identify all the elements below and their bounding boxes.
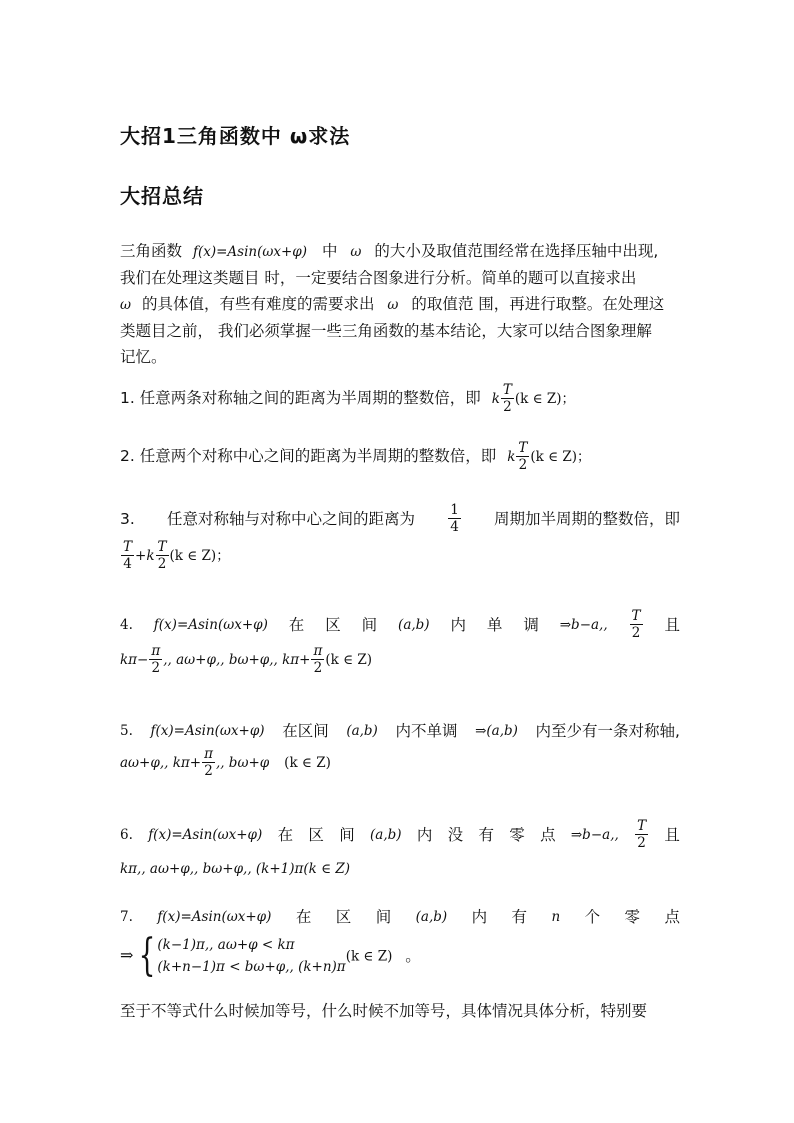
fraction: $\frac{\pi}{2}$ [151,643,161,676]
intro-line-5: 记忆。 [120,348,167,366]
fraction: $\frac{T}{2}$ [502,382,512,415]
list-item-1: 1. 任意两条对称轴之间的距离为半周期的整数倍，即 k $\frac{T}{2}$ (k ∈ Z)； [120,382,576,415]
fraction: $\frac{T}{2}$ [631,608,641,641]
case-system: (k−1)π,, aω+φ < kπ (k+n−1)π < bω+φ,, (k+n)π [157,937,346,975]
list-item-2: 2. 任意两个对称中心之间的距离为半周期的整数倍，即 k $\frac{T}{2}$ (k ∈ Z)； [120,440,591,473]
list-item-5: 5. f(x)=Asin(ωx+φ) 在区间 (a,b) 内不单调 ⇒(a,b) 内至少有一条对称轴, aω+φ,, kπ+ $\frac{\pi}{2}$ ,, bω+φ (k ∈ Z) [120,722,680,779]
intro-line-4: 类题目之前， 我们必须掌握一些三角函数的基本结论，大家可以结合图象理解 [120,322,652,340]
intro-line-3: ω 的具体值，有些有难度的需要求出 ω 的取值范 围，再进行取整。在处理这 [120,295,665,313]
left-brace: { [139,930,156,981]
formula: f(x)=Asin(ωx+φ) [192,244,308,260]
fraction: $\frac{T}{2}$ [637,818,647,851]
omega-symbol: ω [387,297,399,313]
list-item-3: 3. 任意对称轴与对称中心之间的距离为 $\frac{1}{4}$ 周期加半周期的整数倍，即 $\frac{T}{4}$ +k $\frac{T}{2}$ (k ∈ Z)； [120,502,680,572]
intro-line-1: 三角函数 f(x)=Asin(ωx+φ) 中 ω 的大小及取值范围经常在选择压轴中出现, [120,242,659,260]
list-item-7: 7. f(x)=Asin(ωx+φ) 在 区 间 (a,b) 内 有 n 个 零 点 ⇒ { (k−1)π,, aω+φ < kπ (k+n−1)π < bω+φ,, (k+n)π (k ∈ Z) 。 [120,908,680,981]
fraction: $\frac{1}{4}$ [450,502,459,535]
closing-line: 至于不等式什么时候加等号，什么时候不加等号，具体情况具体分析，特别要 [120,1002,648,1020]
page-title: 大招1三角函数中 ω求法 [120,124,351,148]
fraction: $\frac{\pi}{2}$ [313,643,323,676]
section-heading: 大招总结 [120,184,204,208]
intro-line-2: 我们在处理这类题目 时，一定要结合图象进行分析。简单的题可以直接求出 [120,269,637,287]
fraction: $\frac{\pi}{2}$ [204,746,213,779]
intro-paragraph [120,238,680,370]
list-item-6: 6. f(x)=Asin(ωx+φ) 在 区 间 (a,b) 内 没 有 零 点 ⇒b−a,, $\frac{T}{2}$ 且 kπ,, aω+φ,, bω+φ,, (k+1)π(k ∈ Z) [120,818,680,877]
fraction: $\frac{T}{2}$ [157,539,167,572]
omega-symbol: ω [120,297,132,313]
fraction: $\frac{T}{4}$ [123,539,133,572]
fraction: $\frac{T}{2}$ [518,440,528,473]
list-item-4: 4. f(x)=Asin(ωx+φ) 在 区 间 (a,b) 内 单 调 ⇒b−a,, $\frac{T}{2}$ 且 kπ− $\frac{\pi}{2}$ ,, aω+φ,, bω+φ,, kπ+ $\frac{\pi}{2}$ (k ∈ Z) [120,608,680,676]
omega-symbol: ω [350,244,362,260]
